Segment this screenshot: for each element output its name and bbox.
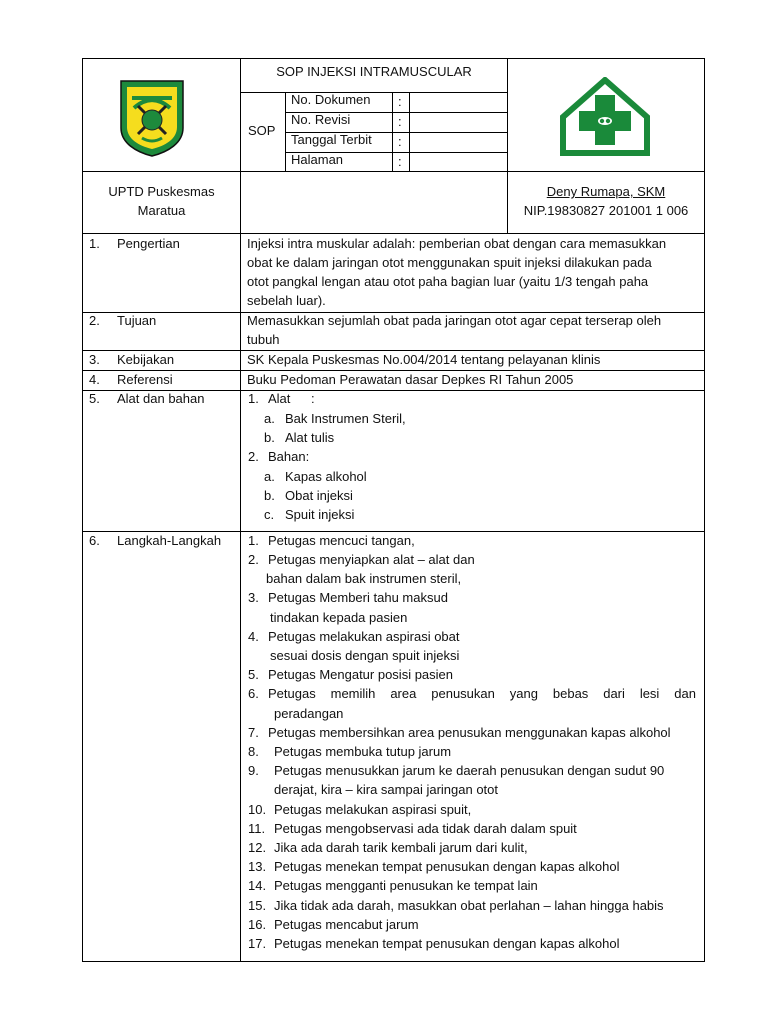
signer-nip: NIP.19830827 201001 1 006 [523, 203, 689, 218]
table-border-top [82, 58, 705, 59]
pengertian-text: obat ke dalam jaringan otot menggunakan spuit injeksi dilakukan pada [247, 255, 652, 270]
referensi-text: Buku Pedoman Perawatan dasar Depkes RI Tahun 2005 [247, 372, 574, 387]
step-text: Petugas mencabut jarum [274, 917, 419, 932]
meta-sep: : [398, 114, 402, 129]
step-word: penusukan [431, 686, 495, 701]
step-text-cont: peradangan [274, 706, 344, 721]
step-number: 1. [248, 533, 259, 548]
step-number: 12. [248, 840, 267, 855]
step-number: 7. [248, 725, 259, 740]
document-title: SOP INJEKSI INTRAMUSCULAR [276, 64, 472, 79]
step-number: 11. [248, 821, 266, 836]
section-divider [82, 531, 705, 532]
step-text: Petugas Mengatur posisi pasien [268, 667, 454, 682]
section-title-kebijakan: Kebijakan [117, 352, 175, 367]
step-text-cont: tindakan kepada pasien [270, 610, 408, 625]
step-text-cont: sesuai dosis dengan spuit injeksi [270, 648, 460, 663]
step-number: 17. [248, 936, 267, 951]
list-marker: a. [264, 411, 275, 426]
sop-label: SOP [248, 123, 276, 138]
step-word: dan [674, 686, 696, 701]
section-title-langkah: Langkah-Langkah [117, 533, 222, 548]
meta-top-line [240, 92, 508, 93]
alat-item: Bak Instrumen Steril, [285, 411, 406, 426]
section-divider [82, 370, 705, 371]
step-text: Petugas Memberi tahu maksud [268, 590, 448, 605]
tujuan-text: tubuh [247, 332, 280, 347]
step-word: dari [603, 686, 625, 701]
step-word: lesi [639, 686, 660, 701]
kebijakan-text: SK Kepala Puskesmas No.004/2014 tentang pelayanan klinis [247, 352, 601, 367]
pengertian-text: Injeksi intra muskular adalah: pemberian obat dengan cara memasukkan [247, 236, 667, 251]
step-number: 16. [248, 917, 267, 932]
section-title-tujuan: Tujuan [117, 313, 157, 328]
step-word: area [390, 686, 417, 701]
list-marker: b. [264, 430, 275, 445]
step-number: 8. [248, 744, 259, 759]
list-number: 2. [248, 449, 259, 464]
step-text: Petugas menekan tempat penusukan dengan kapas alkohol [274, 936, 620, 951]
meta-label-no-revisi: No. Revisi [291, 112, 351, 127]
list-marker: c. [264, 507, 275, 522]
tujuan-text: Memasukkan sejumlah obat pada jaringan otot agar cepat terserap oleh [247, 313, 662, 328]
meta-label-halaman: Halaman [291, 152, 344, 167]
step-word: memilih [330, 686, 376, 701]
step-text: Jika tidak ada darah, masukkan obat perlahan – lahan hingga habis [274, 898, 664, 913]
list-number: 1. [248, 391, 259, 406]
step-number: 2. [248, 552, 259, 567]
step-number: 14. [248, 878, 267, 893]
step-text-justified [268, 686, 696, 702]
step-text-cont: derajat, kira – kira sampai jaringan otot [274, 782, 499, 797]
section-title-alat-bahan: Alat dan bahan [117, 391, 205, 406]
step-number: 3. [248, 590, 259, 605]
table-border-right [704, 58, 705, 962]
step-text: Petugas melakukan aspirasi obat [268, 629, 460, 644]
step-text: Petugas melakukan aspirasi spuit, [274, 802, 472, 817]
step-text: Petugas menyiapkan alat – alat dan [268, 552, 475, 567]
meta-sep: : [398, 94, 402, 109]
meta-sep: : [398, 134, 402, 149]
alat-sep: : [311, 391, 315, 406]
section-number: 6. [89, 533, 100, 548]
section-number: 4. [89, 372, 100, 387]
step-text: Petugas menusukkan jarum ke daerah penusukan dengan sudut 90 [274, 763, 665, 778]
table-border-bottom [82, 961, 705, 962]
step-word: Petugas [268, 686, 316, 701]
alat-item: Alat tulis [285, 430, 335, 445]
section-divider [82, 350, 705, 351]
list-marker: b. [264, 488, 275, 503]
pengertian-text: otot pangkal lengan atau otot paha bagian luar (yaitu 1/3 tengah paha [247, 274, 649, 289]
step-word: bebas [552, 686, 589, 701]
step-text: Petugas menekan tempat penusukan dengan kapas alkohol [274, 859, 620, 874]
institution-name: UPTD Puskesmas [108, 184, 215, 199]
step-number: 4. [248, 629, 259, 644]
step-number: 5. [248, 667, 259, 682]
section-number: 3. [89, 352, 100, 367]
section-number: 2. [89, 313, 100, 328]
step-text-cont: bahan dalam bak instrumen steril, [266, 571, 462, 586]
step-word: yang [509, 686, 538, 701]
signer-name: Deny Rumapa, SKM [546, 184, 666, 199]
bahan-item: Kapas alkohol [285, 469, 367, 484]
list-marker: a. [264, 469, 275, 484]
step-text: Petugas membuka tutup jarum [274, 744, 452, 759]
step-number: 15. [248, 898, 267, 913]
section-title-referensi: Referensi [117, 372, 173, 387]
step-text: Petugas membersihkan area penusukan menggunakan kapas alkohol [268, 725, 671, 740]
puskesmas-logo [560, 77, 650, 157]
institution-location: Maratua [137, 203, 186, 218]
header-bottom-divider [82, 233, 705, 234]
step-text: Petugas mengganti penusukan ke tempat lain [274, 878, 538, 893]
step-text: Jika ada darah tarik kembali jarum dari kulit, [274, 840, 528, 855]
column-divider [240, 58, 241, 962]
step-number: 9. [248, 763, 259, 778]
header-row-divider [82, 171, 705, 172]
step-text: Petugas mencuci tangan, [268, 533, 415, 548]
section-number: 5. [89, 391, 100, 406]
step-number: 6. [248, 686, 259, 701]
step-number: 13. [248, 859, 267, 874]
section-title-pengertian: Pengertian [117, 236, 180, 251]
meta-label-tanggal-terbit: Tanggal Terbit [291, 132, 372, 147]
section-number: 1. [89, 236, 100, 251]
meta-sep: : [398, 154, 402, 169]
step-text: Petugas mengobservasi ada tidak darah dalam spuit [274, 821, 577, 836]
bahan-item: Obat injeksi [285, 488, 353, 503]
pengertian-text: sebelah luar). [247, 293, 326, 308]
meta-label-no-dokumen: No. Dokumen [291, 92, 371, 107]
step-number: 10. [248, 802, 267, 817]
regency-emblem-logo [118, 78, 186, 158]
bahan-item: Spuit injeksi [285, 507, 355, 522]
alat-label: Alat [268, 391, 291, 406]
bahan-label: Bahan: [268, 449, 310, 464]
